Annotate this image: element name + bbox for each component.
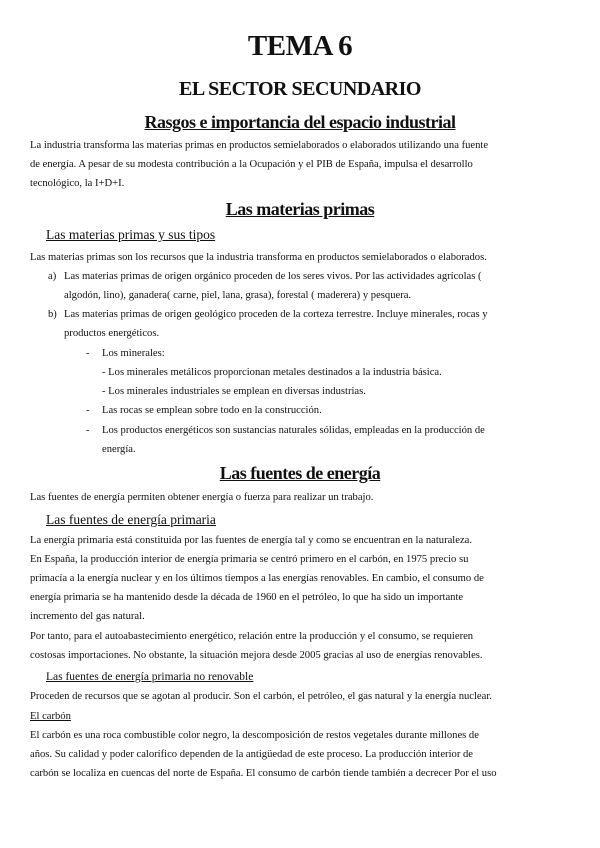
primaria-line: energía primaria se ha mantenido desde la década de 1960 en el petróleo, lo que ha sido un importante — [30, 592, 464, 603]
dash-bullet: - — [86, 405, 90, 416]
primaria-line: En España, la producción interior de energía primaria se centró primero en el carbón, en 1975 precio su — [30, 554, 469, 565]
materias-heading: Las materias primas — [225, 199, 375, 219]
intro-line: tecnológico, la I+D+I. — [30, 178, 125, 189]
carbon-line: años. Su calidad y poder calorífico dependen de la antigüedad de este proceso. La producción interior de — [30, 749, 474, 760]
materias-subtitle: Las materias primas y sus tipos — [46, 227, 216, 242]
dash-bullet: - — [86, 425, 90, 436]
primaria-subtitle: Las fuentes de energía primaria — [46, 512, 216, 527]
primaria-line: incremento del gas natural. — [30, 611, 145, 622]
energeticos-item: Los productos energéticos son sustancias naturales sólidas, empleadas en la producción de — [102, 425, 485, 436]
no-renovable-subtitle: Las fuentes de energía primaria no renovable — [46, 671, 254, 683]
no-renovable-text: Proceden de recursos que se agotan al producir. Son el carbón, el petróleo, el gas natural y la energía nuclear. — [30, 691, 492, 702]
list-marker-b: b) — [48, 309, 57, 320]
primaria-line: primacía a la energía nuclear y en los últimos tiempos a las energías renovables. En cambio, el consumo de — [30, 573, 484, 584]
fuentes-intro: Las fuentes de energía permiten obtener energía o fuerza para realizar un trabajo. — [30, 492, 374, 503]
minerales-industriales: - Los minerales industriales se emplean en diversas industrias. — [102, 386, 366, 397]
fuentes-heading: Las fuentes de energía — [219, 463, 381, 483]
list-item-b-cont: productos energéticos. — [64, 328, 160, 339]
sector-title: EL SECTOR SECUNDARIO — [179, 78, 421, 100]
materias-definition: Las materias primas son los recursos que la industria transforma en productos semielaborados o elaborados. — [30, 252, 487, 263]
tema-title: TEMA 6 — [247, 30, 353, 62]
list-marker-a: a) — [48, 271, 57, 282]
carbon-subtitle: El carbón — [30, 711, 71, 722]
primaria-line: costosas importaciones. No obstante, la situación mejora desde 2005 gracias al uso de energías renovables. — [30, 650, 483, 661]
rocas-item: Las rocas se emplean sobre todo en la construcción. — [102, 405, 322, 416]
intro-line: La industria transforma las materias primas en productos semielaborados o elaborados utilizando una fuente — [30, 140, 489, 151]
energeticos-item-cont: energía. — [102, 444, 136, 455]
carbon-line: El carbón es una roca combustible color negro, la descomposición de restos vegetales durante millones de — [30, 730, 479, 741]
intro-line: de energía. A pesar de su modesta contribución a la Ocupación y el PIB de España, impulsa el desarrollo — [30, 159, 473, 170]
dash-bullet: - — [86, 348, 90, 359]
primaria-line: La energía primaria está constituida por las fuentes de energía tal y como se encuentran en la naturaleza. — [30, 535, 472, 546]
list-item-a-cont: algodón, lino), ganadera( carne, piel, lana, grasa), forestal ( maderera) y pesquera. — [64, 290, 412, 301]
primaria-line: Por tanto, para el autoabastecimiento energético, relación entre la producción y el consumo, se requieren — [30, 631, 474, 642]
list-item-b: Las materias primas de origen geológico proceden de la corteza terrestre. Incluye minerales, rocas y — [64, 309, 488, 320]
list-item-a: Las materias primas de origen orgánico proceden de los seres vivos. Por las actividades agrícolas ( — [64, 271, 482, 282]
rasgos-heading: Rasgos e importancia del espacio industrial — [144, 112, 456, 132]
minerales-metalicos: - Los minerales metálicos proporcionan metales destinados a la industria básica. — [102, 367, 442, 378]
carbon-line: carbón se localiza en cuencas del norte de España. El consumo de carbón tiende también a decrecer Por el uso — [30, 768, 497, 779]
minerales-label: Los minerales: — [102, 348, 165, 359]
